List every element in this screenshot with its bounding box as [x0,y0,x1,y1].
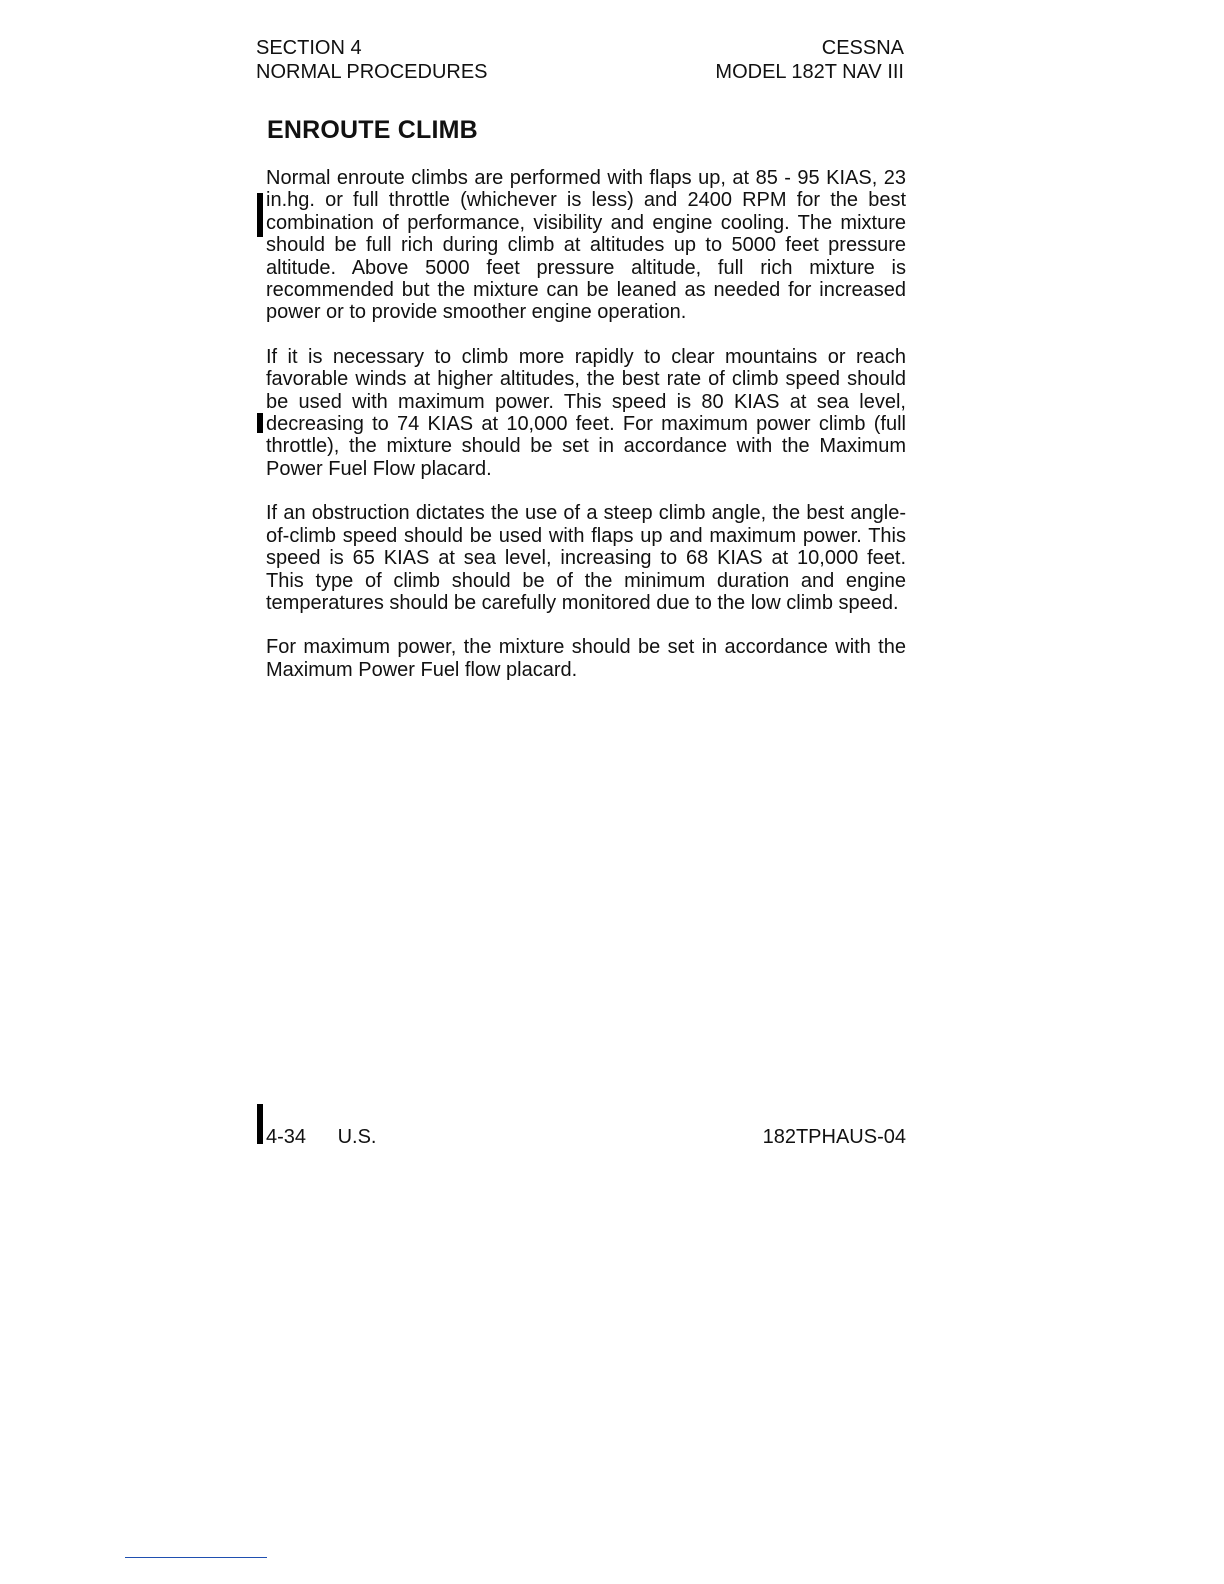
revision-change-bar [257,1104,263,1144]
paragraph-maximum-power: For maximum power, the mixture should be set in accordance with the Maximum Power Fuel flow placard. [266,636,906,681]
running-header-right [715,36,904,84]
bottom-rule [125,1557,267,1558]
paragraph-best-rate-climb: If it is necessary to climb more rapidly to clear mountains or reach favorable winds at higher altitudes, the best rate of climb speed should be used with maximum power. This speed is 80 KIAS at sea level, decreasing to 74 KIAS at 10,000 feet. For maximum power climb (full throttle), the mixture should be set in accordance with the Maximum Power Fuel Flow placard. [266,345,906,480]
body-text [266,167,906,703]
section-label: SECTION 4 [256,37,362,59]
paragraph-best-angle-climb: If an obstruction dictates the use of a steep climb angle, the best angle-of-climb speed should be used with flaps up and maximum power. This speed is 65 KIAS at sea level, increasing to 68 KIAS at 10,000 feet. This type of climb should be of the minimum duration and engine temperatures should be carefully monitored due to the low climb speed. [266,502,906,614]
page-title: ENROUTE CLIMB [267,116,478,144]
page-number: 4-34 [266,1126,307,1148]
model-label: MODEL 182T NAV III [715,61,904,83]
paragraph-normal-climb: Normal enroute climbs are performed with flaps up, at 85 - 95 KIAS, 23 in.hg. or full throttle (whichever is less) and 2400 RPM for the best combination of performance, visibility and engine cooling. The mixture should be full rich during climb at altitudes up to 5000 feet pressure altitude. Above 5000 feet pressure altitude, full rich mixture is recommended but the mixture can be leaned as needed for increased power or to provide smoother engine operation. [266,167,906,324]
running-header-left [256,36,488,84]
document-id: 182TPHAUS-04 [762,1126,906,1148]
revision-change-bar [257,193,263,237]
manufacturer-label: CESSNA [821,37,904,59]
revision-change-bar [257,413,263,433]
footer-left [266,1125,377,1149]
region-label: U.S. [337,1126,377,1148]
section-title: NORMAL PROCEDURES [256,61,488,83]
